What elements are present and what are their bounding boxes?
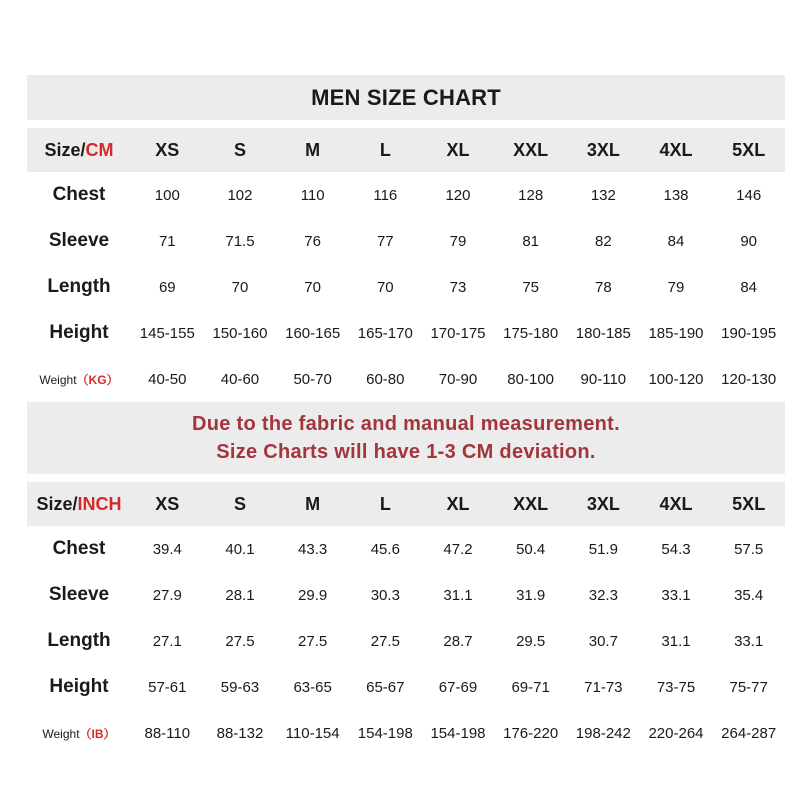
table-cell: 73 [449, 278, 467, 296]
size-header-l: L [379, 493, 391, 514]
table-cell: 165-170 [357, 324, 413, 342]
table-cell: 28.7 [443, 632, 473, 650]
size-header-m: M [305, 139, 321, 160]
table-cell: 84 [667, 232, 685, 250]
weight-unit: IB [91, 726, 104, 741]
table-cell: 45.6 [370, 540, 400, 558]
chart-title: MEN SIZE CHART [27, 75, 785, 120]
table-cell: 33.1 [734, 632, 764, 650]
inch-row-chest [27, 526, 785, 572]
size-header-5xl: 5XL [732, 493, 766, 514]
spacer [27, 474, 785, 482]
table-cell: 60-80 [366, 370, 405, 388]
table-cell: 198-242 [575, 724, 631, 742]
table-cell: 35.4 [734, 586, 764, 604]
table-cell: 47.2 [443, 540, 473, 558]
weight-paren-close: ） [103, 726, 116, 741]
cm-row-weight [27, 356, 785, 402]
table-cell: 154-198 [357, 724, 413, 742]
table-cell: 27.5 [370, 632, 400, 650]
table-cell: 102 [227, 186, 253, 204]
table-cell: 54.3 [661, 540, 691, 558]
table-cell: 110-154 [285, 724, 340, 742]
table-cell: 29.9 [298, 586, 328, 604]
inch-table [27, 482, 785, 756]
size-header-5xl: 5XL [732, 139, 766, 160]
table-cell: 75 [522, 278, 539, 296]
table-cell: 67-69 [438, 678, 478, 696]
size-header-4xl: 4XL [659, 493, 693, 514]
table-cell: 120 [445, 186, 471, 204]
table-cell: 154-198 [430, 724, 486, 742]
table-cell: 78 [594, 278, 612, 296]
size-header-3xl: 3XL [586, 493, 620, 514]
size-header-xs: XS [155, 139, 180, 160]
size-header-4xl: 4XL [659, 139, 693, 160]
size-unit: INCH [77, 493, 122, 514]
table-cell: 75-77 [729, 678, 768, 696]
row-label: Length [47, 276, 111, 297]
deviation-notice [27, 402, 785, 474]
table-cell: 70 [304, 278, 321, 296]
notice-line-1: Due to the fabric and manual measurement. [192, 413, 620, 435]
size-header-s: S [233, 139, 246, 160]
table-cell: 150-160 [212, 324, 268, 342]
table-cell: 79 [449, 232, 467, 250]
cm-table [27, 128, 785, 402]
table-cell: 30.3 [370, 586, 400, 604]
inch-row-length [27, 618, 785, 664]
table-cell: 145-155 [139, 324, 195, 342]
table-cell: 128 [518, 186, 544, 204]
table-cell: 63-65 [293, 678, 332, 696]
size-header-xl: XL [446, 139, 470, 160]
table-cell: 57.5 [734, 540, 764, 558]
table-cell: 84 [740, 278, 758, 296]
table-cell: 100-120 [648, 370, 704, 388]
table-cell: 57-61 [148, 678, 187, 696]
table-cell: 76 [304, 232, 321, 250]
inch-size-label [27, 494, 131, 515]
table-cell: 185-190 [648, 324, 704, 342]
inch-row-sleeve [27, 572, 785, 618]
weight-paren-close: ） [106, 372, 119, 387]
row-label: Height [49, 676, 109, 697]
table-cell: 39.4 [152, 540, 182, 558]
table-cell: 32.3 [588, 586, 618, 604]
cm-row-sleeve [27, 218, 785, 264]
table-cell: 50-70 [293, 370, 332, 388]
table-cell: 65-67 [366, 678, 405, 696]
table-cell: 132 [590, 186, 616, 204]
table-cell: 100 [154, 186, 180, 204]
table-cell: 31.1 [661, 632, 691, 650]
weight-text: Weight [39, 372, 77, 387]
table-cell: 70 [231, 278, 249, 296]
size-header-3xl: 3XL [586, 139, 620, 160]
size-chart [27, 75, 785, 756]
table-cell: 81 [522, 232, 539, 250]
row-label: Chest [52, 538, 106, 559]
table-cell: 71 [158, 232, 176, 250]
table-cell: 146 [736, 186, 762, 204]
inch-row-height [27, 664, 785, 710]
inch-header-row [27, 482, 785, 526]
size-header-l: L [379, 139, 391, 160]
weight-label [27, 725, 131, 742]
row-label: Sleeve [48, 230, 110, 251]
weight-paren-open: （ [76, 372, 89, 387]
size-prefix: Size/ [44, 139, 86, 160]
weight-text: Weight [42, 726, 80, 741]
table-cell: 27.9 [152, 586, 182, 604]
size-header-xs: XS [155, 493, 180, 514]
table-cell: 170-175 [430, 324, 486, 342]
table-cell: 40-50 [148, 370, 187, 388]
table-cell: 29.5 [516, 632, 546, 650]
table-cell: 180-185 [575, 324, 631, 342]
notice-line-2: Size Charts will have 1-3 CM deviation. [216, 441, 596, 463]
table-cell: 80-100 [507, 370, 555, 388]
inch-row-weight [27, 710, 785, 756]
table-cell: 110 [300, 186, 325, 204]
size-prefix: Size/ [36, 493, 78, 514]
size-unit: CM [85, 139, 114, 160]
table-cell: 27.5 [225, 632, 255, 650]
table-cell: 27.1 [152, 632, 182, 650]
table-cell: 88-132 [216, 724, 264, 742]
table-cell: 30.7 [588, 632, 618, 650]
table-cell: 264-287 [721, 724, 777, 742]
table-cell: 70 [376, 278, 394, 296]
weight-unit: KG [88, 372, 107, 387]
size-header-m: M [305, 493, 321, 514]
weight-paren-open: （ [79, 726, 92, 741]
table-cell: 175-180 [503, 324, 559, 342]
cm-row-length [27, 264, 785, 310]
weight-label [27, 371, 131, 388]
table-cell: 77 [376, 232, 394, 250]
table-cell: 27.5 [298, 632, 328, 650]
cm-row-chest [27, 172, 785, 218]
size-header-xl: XL [446, 493, 470, 514]
table-cell: 33.1 [661, 586, 691, 604]
table-cell: 69 [158, 278, 176, 296]
table-cell: 59-63 [220, 678, 260, 696]
cm-size-label [27, 140, 131, 161]
table-cell: 43.3 [298, 540, 328, 558]
table-cell: 73-75 [656, 678, 696, 696]
table-cell: 82 [594, 232, 612, 250]
row-label: Chest [52, 184, 106, 205]
table-cell: 40-60 [220, 370, 260, 388]
size-header-xxl: XXL [513, 139, 549, 160]
size-header-s: S [233, 493, 246, 514]
spacer [27, 120, 785, 128]
table-cell: 88-110 [144, 724, 191, 742]
table-cell: 190-195 [721, 324, 777, 342]
row-label: Height [49, 322, 109, 343]
table-cell: 220-264 [648, 724, 704, 742]
row-label: Sleeve [48, 584, 110, 605]
table-cell: 90 [740, 232, 758, 250]
table-cell: 116 [373, 186, 398, 204]
table-cell: 51.9 [588, 540, 618, 558]
table-cell: 50.4 [516, 540, 546, 558]
table-cell: 120-130 [721, 370, 777, 388]
table-cell: 31.9 [516, 586, 546, 604]
table-cell: 31.1 [443, 586, 473, 604]
table-cell: 138 [663, 186, 689, 204]
table-cell: 40.1 [225, 540, 255, 558]
row-label: Length [47, 630, 111, 651]
table-cell: 71-73 [584, 678, 623, 696]
table-cell: 70-90 [438, 370, 478, 388]
table-cell: 90-110 [580, 370, 627, 388]
cm-header-row [27, 128, 785, 172]
cm-row-height [27, 310, 785, 356]
table-cell: 28.1 [225, 586, 255, 604]
size-header-xxl: XXL [513, 493, 549, 514]
table-cell: 79 [667, 278, 685, 296]
table-cell: 69-71 [511, 678, 550, 696]
table-cell: 160-165 [285, 324, 341, 342]
table-cell: 71.5 [225, 232, 255, 250]
table-cell: 176-220 [503, 724, 559, 742]
